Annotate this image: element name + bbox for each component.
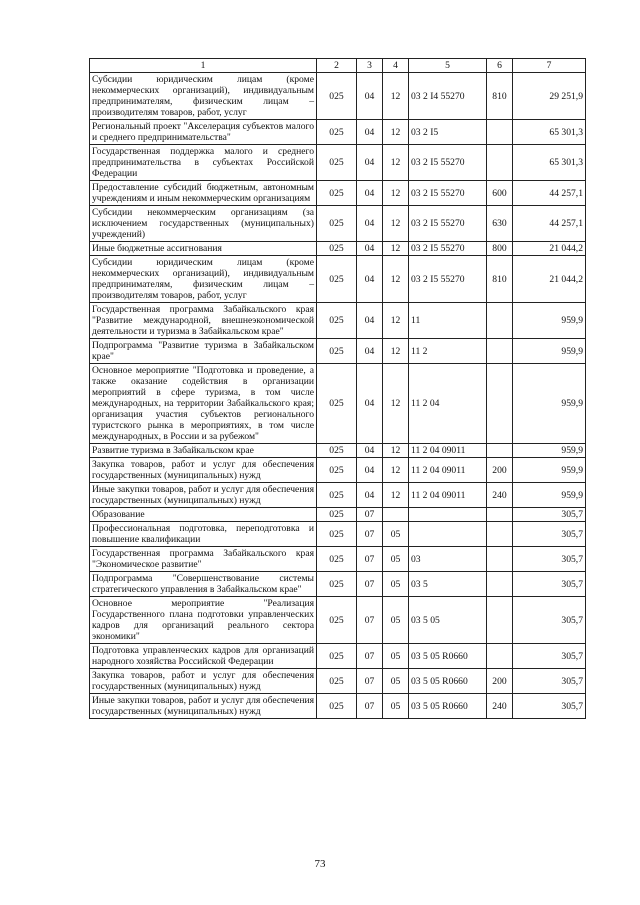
- row-gr-cell: 025: [317, 206, 357, 242]
- row-sum-cell: 305,7: [513, 597, 586, 644]
- row-name-cell: Закупка товаров, работ и услуг для обеспечения государственных (муниципальных) нужд: [90, 458, 317, 483]
- row-name-cell: Субсидии юридическим лицам (кроме некоммерческих организаций), индивидуальным предпринимателям, физическим лицам – производителям товаров, работ, услуг: [90, 256, 317, 303]
- row-name-cell: Государственная программа Забайкальского края "Экономическое развитие": [90, 547, 317, 572]
- row-pr-cell: 12: [383, 458, 409, 483]
- row-csr-cell: 03: [409, 547, 487, 572]
- row-vr-cell: [487, 303, 513, 339]
- row-rz-cell: 07: [357, 572, 383, 597]
- row-vr-cell: 600: [487, 181, 513, 206]
- table-row: [90, 508, 586, 522]
- row-name-cell: Основное мероприятие "Подготовка и проведение, а также оказание содействия в организации мероприятий в сфере туризма, в том числе международных, на территории Забайкальского края; организация участия субъектов регионального туристского рынка в мероприятиях, в том числе международных, в России и за рубежом": [90, 364, 317, 444]
- header-col-4: 4: [383, 59, 409, 73]
- row-gr-cell: 025: [317, 483, 357, 508]
- table-row: [90, 206, 586, 242]
- row-pr-cell: 05: [383, 572, 409, 597]
- row-vr-cell: 810: [487, 73, 513, 120]
- table-row: [90, 145, 586, 181]
- row-name-cell: Региональный проект "Акселерация субъектов малого и среднего предпринимательства": [90, 120, 317, 145]
- row-pr-cell: 05: [383, 694, 409, 719]
- row-pr-cell: 05: [383, 522, 409, 547]
- row-name-cell: Иные закупки товаров, работ и услуг для обеспечения государственных (муниципальных) нужд: [90, 483, 317, 508]
- table-row: [90, 256, 586, 303]
- row-pr-cell: 12: [383, 181, 409, 206]
- row-vr-cell: [487, 522, 513, 547]
- row-vr-cell: [487, 145, 513, 181]
- row-rz-cell: 07: [357, 508, 383, 522]
- table-row: [90, 547, 586, 572]
- row-pr-cell: 12: [383, 242, 409, 256]
- row-name-cell: Подготовка управленческих кадров для организаций народного хозяйства Российской Федерации: [90, 644, 317, 669]
- row-pr-cell: 12: [383, 339, 409, 364]
- row-gr-cell: 025: [317, 444, 357, 458]
- row-rz-cell: 04: [357, 444, 383, 458]
- table-row: [90, 458, 586, 483]
- row-csr-cell: 03 5 05 R0660: [409, 644, 487, 669]
- row-pr-cell: 12: [383, 145, 409, 181]
- row-rz-cell: 07: [357, 547, 383, 572]
- row-pr-cell: 05: [383, 644, 409, 669]
- row-csr-cell: [409, 508, 487, 522]
- row-gr-cell: 025: [317, 522, 357, 547]
- row-sum-cell: 305,7: [513, 547, 586, 572]
- row-gr-cell: 025: [317, 73, 357, 120]
- row-vr-cell: 200: [487, 669, 513, 694]
- row-pr-cell: 05: [383, 597, 409, 644]
- row-vr-cell: 200: [487, 458, 513, 483]
- row-pr-cell: 05: [383, 547, 409, 572]
- row-rz-cell: 07: [357, 597, 383, 644]
- row-vr-cell: [487, 364, 513, 444]
- table-row: [90, 444, 586, 458]
- row-rz-cell: 04: [357, 303, 383, 339]
- row-sum-cell: 959,9: [513, 483, 586, 508]
- row-sum-cell: 305,7: [513, 522, 586, 547]
- row-csr-cell: 03 5: [409, 572, 487, 597]
- row-rz-cell: 04: [357, 256, 383, 303]
- row-csr-cell: 03 2 I5 55270: [409, 242, 487, 256]
- header-col-3: 3: [357, 59, 383, 73]
- row-csr-cell: 03 5 05 R0660: [409, 669, 487, 694]
- row-csr-cell: 11: [409, 303, 487, 339]
- row-name-cell: Государственная поддержка малого и среднего предпринимательства в субъектах Российской Федерации: [90, 145, 317, 181]
- table-row: [90, 339, 586, 364]
- row-gr-cell: 025: [317, 597, 357, 644]
- table-row: [90, 303, 586, 339]
- header-col-7: 7: [513, 59, 586, 73]
- row-rz-cell: 04: [357, 120, 383, 145]
- row-rz-cell: 04: [357, 458, 383, 483]
- row-vr-cell: [487, 339, 513, 364]
- row-pr-cell: 12: [383, 206, 409, 242]
- row-pr-cell: 05: [383, 669, 409, 694]
- row-rz-cell: 04: [357, 339, 383, 364]
- row-gr-cell: 025: [317, 547, 357, 572]
- row-gr-cell: 025: [317, 364, 357, 444]
- row-sum-cell: 959,9: [513, 458, 586, 483]
- row-gr-cell: 025: [317, 572, 357, 597]
- row-sum-cell: 305,7: [513, 508, 586, 522]
- row-sum-cell: 65 301,3: [513, 145, 586, 181]
- row-vr-cell: 630: [487, 206, 513, 242]
- row-sum-cell: 959,9: [513, 303, 586, 339]
- table-row: [90, 181, 586, 206]
- row-vr-cell: 240: [487, 694, 513, 719]
- row-gr-cell: 025: [317, 242, 357, 256]
- row-rz-cell: 07: [357, 644, 383, 669]
- row-name-cell: Подпрограмма "Развитие туризма в Забайкальском крае": [90, 339, 317, 364]
- row-vr-cell: [487, 597, 513, 644]
- row-csr-cell: 03 2 I5: [409, 120, 487, 145]
- row-csr-cell: 03 2 I5 55270: [409, 206, 487, 242]
- row-csr-cell: 03 2 I5 55270: [409, 145, 487, 181]
- row-rz-cell: 04: [357, 206, 383, 242]
- row-csr-cell: 03 2 I5 55270: [409, 181, 487, 206]
- row-rz-cell: 04: [357, 242, 383, 256]
- row-name-cell: Иные бюджетные ассигнования: [90, 242, 317, 256]
- row-rz-cell: 04: [357, 483, 383, 508]
- row-name-cell: Закупка товаров, работ и услуг для обеспечения государственных (муниципальных) нужд: [90, 669, 317, 694]
- row-vr-cell: [487, 508, 513, 522]
- row-name-cell: Основное мероприятие "Реализация Государственного плана подготовки управленческих кадров для организаций реального сектора экономики": [90, 597, 317, 644]
- row-sum-cell: 21 044,2: [513, 242, 586, 256]
- row-gr-cell: 025: [317, 508, 357, 522]
- row-sum-cell: 305,7: [513, 572, 586, 597]
- row-sum-cell: 959,9: [513, 364, 586, 444]
- row-gr-cell: 025: [317, 303, 357, 339]
- row-vr-cell: [487, 444, 513, 458]
- row-sum-cell: 29 251,9: [513, 73, 586, 120]
- row-sum-cell: 305,7: [513, 694, 586, 719]
- row-gr-cell: 025: [317, 256, 357, 303]
- row-gr-cell: 025: [317, 181, 357, 206]
- row-vr-cell: 240: [487, 483, 513, 508]
- table-header-row: [90, 59, 586, 73]
- row-name-cell: Подпрограмма "Совершенствование системы стратегического управления в Забайкальском крае": [90, 572, 317, 597]
- row-pr-cell: 12: [383, 73, 409, 120]
- row-name-cell: Образование: [90, 508, 317, 522]
- table-row: [90, 120, 586, 145]
- row-sum-cell: 305,7: [513, 669, 586, 694]
- row-csr-cell: 11 2 04 09011: [409, 458, 487, 483]
- table-row: [90, 694, 586, 719]
- row-name-cell: Субсидии некоммерческим организациям (за исключением государственных (муниципальных) учреждений): [90, 206, 317, 242]
- row-rz-cell: 04: [357, 145, 383, 181]
- row-sum-cell: 959,9: [513, 444, 586, 458]
- row-vr-cell: [487, 120, 513, 145]
- row-gr-cell: 025: [317, 458, 357, 483]
- row-name-cell: Государственная программа Забайкальского края "Развитие международной, внешнеэкономической деятельности и туризма в Забайкальском крае": [90, 303, 317, 339]
- page-number: 73: [314, 858, 326, 870]
- table-row: [90, 483, 586, 508]
- row-sum-cell: 959,9: [513, 339, 586, 364]
- row-name-cell: Развитие туризма в Забайкальском крае: [90, 444, 317, 458]
- row-csr-cell: 03 2 I4 55270: [409, 73, 487, 120]
- row-sum-cell: 65 301,3: [513, 120, 586, 145]
- header-col-2: 2: [317, 59, 357, 73]
- table-row: [90, 597, 586, 644]
- row-vr-cell: 800: [487, 242, 513, 256]
- row-gr-cell: 025: [317, 145, 357, 181]
- row-csr-cell: 11 2 04 09011: [409, 444, 487, 458]
- budget-table: [89, 58, 586, 719]
- row-rz-cell: 07: [357, 694, 383, 719]
- row-vr-cell: [487, 547, 513, 572]
- row-gr-cell: 025: [317, 339, 357, 364]
- table-row: [90, 572, 586, 597]
- table-row: [90, 669, 586, 694]
- row-pr-cell: 12: [383, 364, 409, 444]
- table-body: [90, 73, 586, 719]
- row-sum-cell: 305,7: [513, 644, 586, 669]
- row-rz-cell: 04: [357, 73, 383, 120]
- table-row: [90, 242, 586, 256]
- row-pr-cell: 12: [383, 256, 409, 303]
- row-csr-cell: 11 2 04: [409, 364, 487, 444]
- row-csr-cell: 11 2 04 09011: [409, 483, 487, 508]
- row-gr-cell: 025: [317, 694, 357, 719]
- row-csr-cell: [409, 522, 487, 547]
- row-vr-cell: [487, 644, 513, 669]
- row-sum-cell: 44 257,1: [513, 206, 586, 242]
- header-col-6: 6: [487, 59, 513, 73]
- table-row: [90, 522, 586, 547]
- row-gr-cell: 025: [317, 120, 357, 145]
- row-vr-cell: 810: [487, 256, 513, 303]
- row-name-cell: Субсидии юридическим лицам (кроме некоммерческих организаций), индивидуальным предпринимателям, физическим лицам – производителям товаров, работ, услуг: [90, 73, 317, 120]
- row-rz-cell: 07: [357, 669, 383, 694]
- row-rz-cell: 07: [357, 522, 383, 547]
- row-vr-cell: [487, 572, 513, 597]
- table-row: [90, 644, 586, 669]
- row-sum-cell: 44 257,1: [513, 181, 586, 206]
- row-csr-cell: 11 2: [409, 339, 487, 364]
- row-csr-cell: 03 5 05: [409, 597, 487, 644]
- row-pr-cell: 12: [383, 120, 409, 145]
- row-sum-cell: 21 044,2: [513, 256, 586, 303]
- row-pr-cell: [383, 508, 409, 522]
- row-gr-cell: 025: [317, 644, 357, 669]
- row-rz-cell: 04: [357, 364, 383, 444]
- row-pr-cell: 12: [383, 483, 409, 508]
- row-pr-cell: 12: [383, 444, 409, 458]
- row-name-cell: Предоставление субсидий бюджетным, автономным учреждениям и иным некоммерческим организациям: [90, 181, 317, 206]
- row-pr-cell: 12: [383, 303, 409, 339]
- row-csr-cell: 03 2 I5 55270: [409, 256, 487, 303]
- row-csr-cell: 03 5 05 R0660: [409, 694, 487, 719]
- row-gr-cell: 025: [317, 669, 357, 694]
- table-row: [90, 364, 586, 444]
- table-row: [90, 73, 586, 120]
- row-name-cell: Профессиональная подготовка, переподготовка и повышение квалификации: [90, 522, 317, 547]
- header-col-5: 5: [409, 59, 487, 73]
- row-name-cell: Иные закупки товаров, работ и услуг для обеспечения государственных (муниципальных) нужд: [90, 694, 317, 719]
- row-rz-cell: 04: [357, 181, 383, 206]
- header-col-1: 1: [90, 59, 317, 73]
